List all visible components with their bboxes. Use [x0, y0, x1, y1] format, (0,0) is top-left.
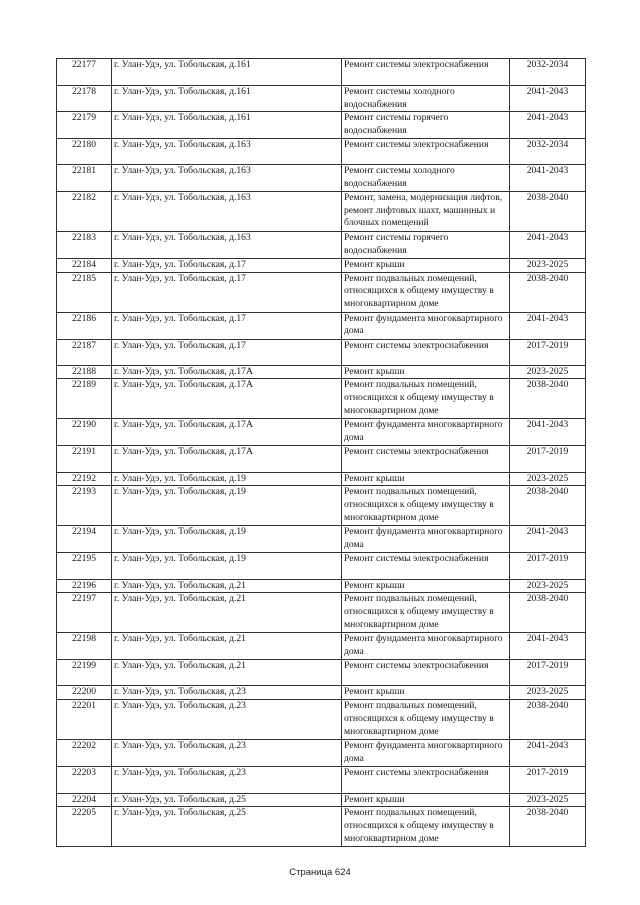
row-address: г. Улан-Удэ, ул. Тобольская, д.161	[112, 112, 342, 139]
row-number: 22196	[57, 579, 112, 593]
row-address: г. Улан-Удэ, ул. Тобольская, д.161	[112, 59, 342, 86]
row-period: 2038-2040	[510, 272, 586, 312]
row-address: г. Улан-Удэ, ул. Тобольская, д.163	[112, 165, 342, 191]
table-row	[57, 740, 586, 766]
row-period: 2038-2040	[510, 700, 586, 740]
row-work-type: Ремонт подвальных помещений, относящихся к общему имуществу в многоквартирном доме	[342, 700, 510, 740]
row-number: 22182	[57, 191, 112, 231]
row-address: г. Улан-Удэ, ул. Тобольская, д.21	[112, 593, 342, 633]
table-row	[57, 379, 586, 419]
row-address: г. Улан-Удэ, ул. Тобольская, д.17А	[112, 379, 342, 419]
table-row	[57, 593, 586, 633]
row-address: г. Улан-Удэ, ул. Тобольская, д.19	[112, 486, 342, 526]
table-row	[57, 486, 586, 526]
row-period: 2041-2043	[510, 526, 586, 552]
row-period: 2023-2025	[510, 472, 586, 486]
row-period: 2041-2043	[510, 419, 586, 445]
row-period: 2017-2019	[510, 339, 586, 365]
row-number: 22181	[57, 165, 112, 191]
row-work-type: Ремонт подвальных помещений, относящихся к общему имуществу в многоквартирном доме	[342, 379, 510, 419]
row-address: г. Улан-Удэ, ул. Тобольская, д.23	[112, 740, 342, 766]
row-work-type: Ремонт системы горячего водоснабжения	[342, 231, 510, 258]
row-number: 22197	[57, 593, 112, 633]
page-number: Страница 624	[289, 867, 351, 878]
row-period: 2032-2034	[510, 139, 586, 165]
row-work-type: Ремонт системы горячего водоснабжения	[342, 112, 510, 139]
row-work-type: Ремонт подвальных помещений, относящихся к общему имуществу в многоквартирном доме	[342, 272, 510, 312]
row-work-type: Ремонт системы холодного водоснабжения	[342, 165, 510, 191]
row-number: 22189	[57, 379, 112, 419]
table-row	[57, 766, 586, 793]
row-period: 2023-2025	[510, 579, 586, 593]
row-address: г. Улан-Удэ, ул. Тобольская, д.19	[112, 552, 342, 579]
row-work-type: Ремонт фундамента многоквартирного дома	[342, 633, 510, 660]
row-address: г. Улан-Удэ, ул. Тобольская, д.23	[112, 766, 342, 793]
row-number: 22185	[57, 272, 112, 312]
table-row	[57, 419, 586, 445]
row-work-type: Ремонт крыши	[342, 258, 510, 272]
row-work-type: Ремонт крыши	[342, 793, 510, 807]
row-address: г. Улан-Удэ, ул. Тобольская, д.21	[112, 579, 342, 593]
row-number: 22190	[57, 419, 112, 445]
table-row	[57, 191, 586, 231]
row-work-type: Ремонт системы электроснабжения	[342, 139, 510, 165]
row-number: 22203	[57, 766, 112, 793]
row-address: г. Улан-Удэ, ул. Тобольская, д.17	[112, 258, 342, 272]
table-row	[57, 445, 586, 472]
row-number: 22192	[57, 472, 112, 486]
row-period: 2023-2025	[510, 686, 586, 700]
row-address: г. Улан-Удэ, ул. Тобольская, д.21	[112, 660, 342, 686]
row-period: 2041-2043	[510, 165, 586, 191]
row-address: г. Улан-Удэ, ул. Тобольская, д.19	[112, 526, 342, 552]
row-work-type: Ремонт системы электроснабжения	[342, 445, 510, 472]
row-address: г. Улан-Удэ, ул. Тобольская, д.23	[112, 686, 342, 700]
row-address: г. Улан-Удэ, ул. Тобольская, д.23	[112, 700, 342, 740]
table-row	[57, 686, 586, 700]
row-address: г. Улан-Удэ, ул. Тобольская, д.21	[112, 633, 342, 660]
table-row	[57, 86, 586, 112]
row-period: 2038-2040	[510, 593, 586, 633]
table-row	[57, 258, 586, 272]
table-row	[57, 633, 586, 660]
table-row	[57, 112, 586, 139]
row-number: 22202	[57, 740, 112, 766]
row-work-type: Ремонт фундамента многоквартирного дома	[342, 526, 510, 552]
row-work-type: Ремонт системы электроснабжения	[342, 766, 510, 793]
row-period: 2038-2040	[510, 379, 586, 419]
row-period: 2041-2043	[510, 86, 586, 112]
table-row	[57, 807, 586, 847]
row-period: 2017-2019	[510, 445, 586, 472]
row-address: г. Улан-Удэ, ул. Тобольская, д.17	[112, 339, 342, 365]
row-period: 2017-2019	[510, 552, 586, 579]
table-row	[57, 339, 586, 365]
table-body	[57, 59, 586, 847]
row-period: 2041-2043	[510, 231, 586, 258]
table-row	[57, 272, 586, 312]
table-row	[57, 660, 586, 686]
row-number: 22179	[57, 112, 112, 139]
row-number: 22187	[57, 339, 112, 365]
row-work-type: Ремонт крыши	[342, 472, 510, 486]
row-period: 2017-2019	[510, 660, 586, 686]
row-number: 22184	[57, 258, 112, 272]
repair-schedule-table	[56, 58, 586, 847]
row-work-type: Ремонт системы электроснабжения	[342, 660, 510, 686]
row-address: г. Улан-Удэ, ул. Тобольская, д.161	[112, 86, 342, 112]
row-period: 2023-2025	[510, 365, 586, 379]
row-period: 2017-2019	[510, 766, 586, 793]
row-period: 2023-2025	[510, 258, 586, 272]
table-row	[57, 579, 586, 593]
row-work-type: Ремонт фундамента многоквартирного дома	[342, 419, 510, 445]
row-address: г. Улан-Удэ, ул. Тобольская, д.25	[112, 793, 342, 807]
row-period: 2032-2034	[510, 59, 586, 86]
row-period: 2038-2040	[510, 807, 586, 847]
row-work-type: Ремонт крыши	[342, 365, 510, 379]
row-work-type: Ремонт системы холодного водоснабжения	[342, 86, 510, 112]
row-period: 2041-2043	[510, 633, 586, 660]
row-address: г. Улан-Удэ, ул. Тобольская, д.163	[112, 231, 342, 258]
table-row	[57, 231, 586, 258]
row-work-type: Ремонт крыши	[342, 686, 510, 700]
table-row	[57, 165, 586, 191]
row-number: 22195	[57, 552, 112, 579]
row-work-type: Ремонт системы электроснабжения	[342, 59, 510, 86]
row-number: 22186	[57, 312, 112, 339]
row-address: г. Улан-Удэ, ул. Тобольская, д.163	[112, 191, 342, 231]
row-number: 22205	[57, 807, 112, 847]
row-work-type: Ремонт подвальных помещений, относящихся к общему имуществу в многоквартирном доме	[342, 486, 510, 526]
row-period: 2023-2025	[510, 793, 586, 807]
table-row	[57, 472, 586, 486]
row-period: 2041-2043	[510, 112, 586, 139]
row-number: 22183	[57, 231, 112, 258]
table-row	[57, 552, 586, 579]
row-address: г. Улан-Удэ, ул. Тобольская, д.17А	[112, 419, 342, 445]
row-work-type: Ремонт фундамента многоквартирного дома	[342, 312, 510, 339]
row-work-type: Ремонт подвальных помещений, относящихся к общему имуществу в многоквартирном доме	[342, 807, 510, 847]
row-period: 2038-2040	[510, 191, 586, 231]
row-address: г. Улан-Удэ, ул. Тобольская, д.17	[112, 312, 342, 339]
row-number: 22191	[57, 445, 112, 472]
table-row	[57, 365, 586, 379]
row-number: 22194	[57, 526, 112, 552]
table-row	[57, 700, 586, 740]
row-work-type: Ремонт фундамента многоквартирного дома	[342, 740, 510, 766]
row-address: г. Улан-Удэ, ул. Тобольская, д.17А	[112, 365, 342, 379]
row-address: г. Улан-Удэ, ул. Тобольская, д.17А	[112, 445, 342, 472]
row-work-type: Ремонт системы электроснабжения	[342, 339, 510, 365]
row-address: г. Улан-Удэ, ул. Тобольская, д.19	[112, 472, 342, 486]
table-row	[57, 59, 586, 86]
row-address: г. Улан-Удэ, ул. Тобольская, д.163	[112, 139, 342, 165]
row-work-type: Ремонт подвальных помещений, относящихся к общему имуществу в многоквартирном доме	[342, 593, 510, 633]
table-row	[57, 526, 586, 552]
row-number: 22198	[57, 633, 112, 660]
row-number: 22199	[57, 660, 112, 686]
table-row	[57, 312, 586, 339]
row-number: 22193	[57, 486, 112, 526]
row-address: г. Улан-Удэ, ул. Тобольская, д.25	[112, 807, 342, 847]
row-number: 22200	[57, 686, 112, 700]
row-number: 22177	[57, 59, 112, 86]
row-number: 22204	[57, 793, 112, 807]
row-work-type: Ремонт системы электроснабжения	[342, 552, 510, 579]
row-number: 22178	[57, 86, 112, 112]
row-work-type: Ремонт крыши	[342, 579, 510, 593]
row-period: 2041-2043	[510, 312, 586, 339]
table-row	[57, 793, 586, 807]
row-number: 22180	[57, 139, 112, 165]
row-period: 2041-2043	[510, 740, 586, 766]
row-number: 22201	[57, 700, 112, 740]
table-row	[57, 139, 586, 165]
row-period: 2038-2040	[510, 486, 586, 526]
row-work-type: Ремонт, замена, модернизация лифтов, ремонт лифтовых шахт, машинных и блочных помещений	[342, 191, 510, 231]
row-address: г. Улан-Удэ, ул. Тобольская, д.17	[112, 272, 342, 312]
row-number: 22188	[57, 365, 112, 379]
